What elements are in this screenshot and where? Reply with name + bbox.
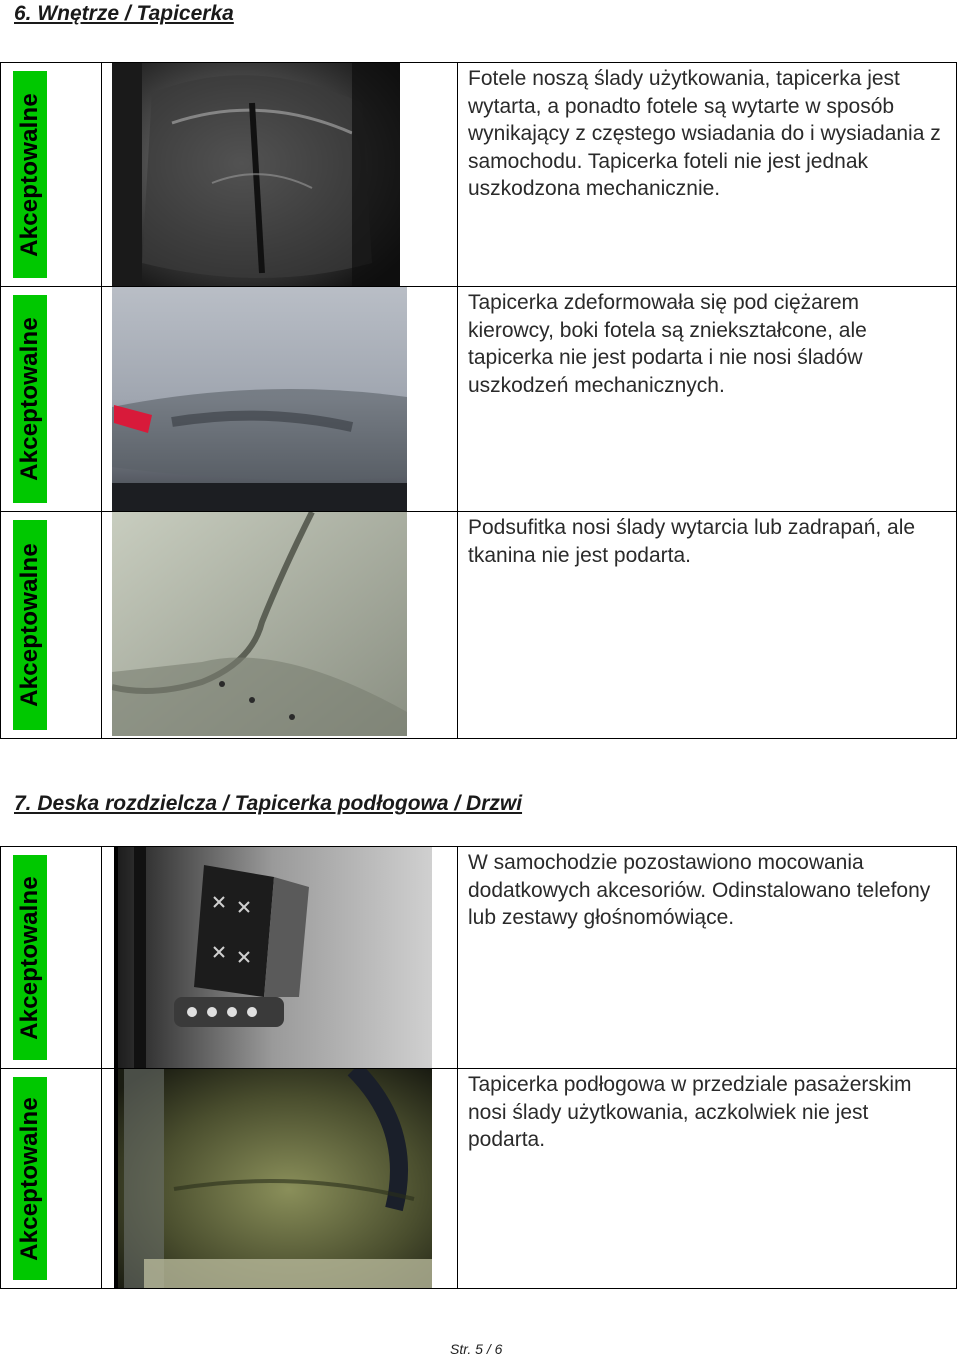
photo-cell [102,63,458,287]
worn-leather-seat-photo [112,63,400,286]
description-cell [458,847,957,1069]
photo-cell [102,512,458,739]
status-label: Akceptowalne [16,875,43,1040]
table-row [1,1069,957,1289]
status-cell [1,847,102,1069]
table-row [1,63,957,287]
status-cell [1,63,102,287]
section-7-table [0,846,957,1289]
table-row [1,847,957,1069]
description-cell [458,512,957,739]
description-text: Fotele noszą ślady użytkowania, tapicerka jest wytarta, a ponadto fotele są wytarte w sposób wynikający z częstego wsiadania do i wysiadania z samochodu. Tapicerka foteli nie jest jednak uszkodzona mechanicznie. [468,67,941,200]
description-text: Tapicerka podłogowa w przedziale pasażerskim nosi ślady użytkowania, aczkolwiek nie jest podarta. [468,1073,912,1151]
description-cell [458,287,957,512]
floor-carpet-photo [114,1069,432,1288]
headliner-photo [112,512,407,736]
status-cell [1,512,102,739]
status-label: Akceptowalne [16,543,43,707]
status-badge [13,295,47,503]
section-6-title: 6. Wnętrze / Tapicerka [14,2,234,25]
description-text: W samochodzie pozostawiono mocowania dodatkowych akcesoriów. Odinstalowano telefony lub zestawy głośnomówiące. [468,851,931,929]
status-label: Akceptowalne [16,92,43,257]
status-cell [1,1069,102,1289]
table-row [1,512,957,739]
description-cell [458,63,957,287]
description-cell [458,1069,957,1289]
description-text: Tapicerka zdeformowała się pod ciężarem kierowcy, boki fotela są zniekształcone, ale tapicerka nie jest podarta i nie nosi śladów uszkodzeń mechanicznych. [468,291,867,397]
status-label: Akceptowalne [16,1096,43,1261]
status-badge [13,71,47,278]
status-badge [13,1077,47,1280]
deformed-fabric-seat-photo [112,287,407,511]
photo-cell [102,1069,458,1289]
photo-cell [102,287,458,512]
status-badge [13,520,47,730]
status-cell [1,287,102,512]
photo-cell [102,847,458,1069]
description-text: Podsufitka nosi ślady wytarcia lub zadrapań, ale tkanina nie jest podarta. [468,516,916,567]
table-row [1,287,957,512]
status-label: Akceptowalne [16,317,43,481]
dashboard-phone-mount-photo [114,847,432,1068]
section-6-table [0,62,957,739]
status-badge [13,855,47,1060]
page-number: Str. 5 / 6 [450,1341,503,1357]
section-7-title: 7. Deska rozdzielcza / Tapicerka podłogowa / Drzwi [14,792,523,815]
